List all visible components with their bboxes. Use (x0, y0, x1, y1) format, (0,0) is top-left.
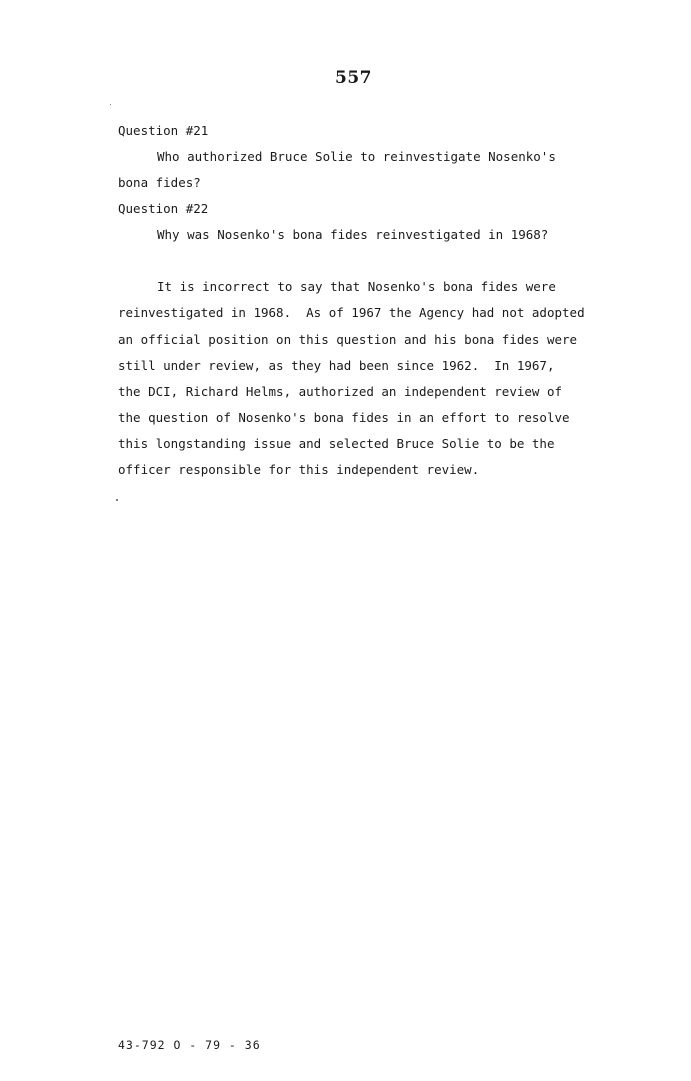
scan-speck (116, 499, 118, 501)
answer-line: reinvestigated in 1968. As of 1967 the Agency had not adopted (118, 305, 585, 320)
question-22-line-1: Why was Nosenko's bona fides reinvestigated in 1968? (157, 227, 549, 242)
answer-line: an official position on this question and his bona fides were (118, 332, 578, 347)
answer-line: still under review, as they had been since 1962. In 1967, (118, 358, 555, 373)
answer-line: the DCI, Richard Helms, authorized an independent review of (118, 384, 563, 399)
footer-print-code: 43-792 O - 79 - 36 (118, 1038, 261, 1052)
scan-speck (110, 104, 111, 105)
question-21-line-2: bona fides? (118, 175, 201, 190)
answer-line: officer responsible for this independent review. (118, 462, 480, 477)
question-21-heading: Question #21 (118, 123, 209, 138)
question-22-heading: Question #22 (118, 201, 209, 216)
page-number: 557 (335, 68, 372, 88)
answer-line: the question of Nosenko's bona fides in an effort to resolve (118, 410, 570, 425)
answer-line: It is incorrect to say that Nosenko's bona fides were (157, 279, 556, 294)
question-21-line-1: Who authorized Bruce Solie to reinvestigate Nosenko's (157, 149, 556, 164)
answer-line: this longstanding issue and selected Bruce Solie to be the (118, 436, 555, 451)
